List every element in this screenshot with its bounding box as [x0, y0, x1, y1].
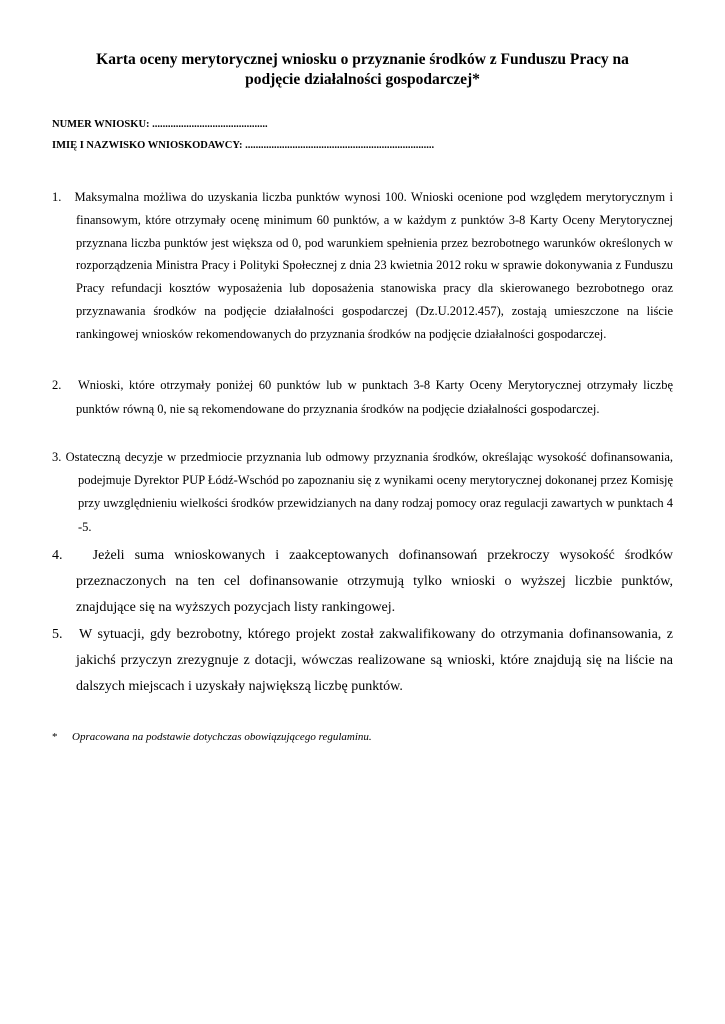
rule-number: 1.	[52, 190, 62, 204]
rule-text: Ostateczną decyzje w przedmiocie przyznania lub odmowy przyznania środków, określając wysokość dofinansowania, podejmuje Dyrektor PUP Łódź-Wschód po zapoznaniu się z wynikami oceny merytorycznej dokonanej przez Komisję przy uwzględnieniu wielkości środków przewidzianych na dany rodzaj pomocy oraz regulacji zawartych w punktach 4 -5.	[65, 450, 674, 534]
rule-number: 2.	[52, 378, 62, 392]
rule-text: W sytuacji, gdy bezrobotny, którego projekt został zakwalifikowany do otrzymania dofinansowania, z jakichś przyczyn zrezygnuje z dotacji, wówczas realizowane są wnioski, które znajdują się na liście na dalszych miejscach i uzyskały największą liczbę punktów.	[76, 627, 674, 694]
application-number-field: NUMER WNIOSKU: ............................................	[52, 119, 268, 130]
document-title	[40, 50, 685, 90]
footnote-marker: *	[52, 731, 58, 743]
rule-text: Wnioski, które otrzymały poniżej 60 punktów lub w punktach 3-8 Karty Oceny Merytorycznej otrzymały liczbę punktów równą 0, nie są rekomendowane do przyznania środków na podjęcie działalności gospodarczej.	[76, 378, 673, 416]
rule-number: 4.	[52, 548, 63, 563]
title-line-2: podjęcie działalności gospodarczej*	[245, 71, 480, 88]
rule-item-4	[52, 543, 673, 621]
rule-item-1	[52, 186, 673, 346]
rule-text: Jeżeli suma wnioskowanych i zaakceptowanych dofinansowań przekroczy wysokość środków przeznaczonych na ten cel dofinansowanie otrzymują tylko wnioski o wyższej liczbie punktów, znajdujące się na wyższych pozycjach listy rankingowej.	[76, 548, 674, 615]
rule-number: 3.	[52, 450, 62, 464]
applicant-name-field: IMIĘ I NAZWISKO WNIOSKODAWCY: ........................................................................	[52, 140, 435, 151]
title-line-1: Karta oceny merytorycznej wniosku o przyznanie środków z Funduszu Pracy na	[96, 51, 629, 68]
footnote	[52, 730, 372, 744]
rule-item-2	[52, 374, 673, 421]
rule-number: 5.	[52, 627, 63, 642]
footnote-text: Opracowana na podstawie dotychczas obowiązującego regulaminu.	[72, 731, 372, 743]
rule-text: Maksymalna możliwa do uzyskania liczba punktów wynosi 100. Wnioski ocenione pod względem merytorycznym i finansowym, które otrzymały ocenę minimum 60 punktów, a w każdym z punktów 3-8 Karty Oceny Merytorycznej przyznana liczba punktów jest większa od 0, pod warunkiem spełnienia przez bezrobotnego warunków określonych w rozporządzenia Ministra Pracy i Polityki Społecznej z dnia 23 kwietnia 2012 roku w sprawie dokonywania z Funduszu Pracy refundacji kosztów wyposażenia lub doposażenia stanowiska pracy dla skierowanego bezrobotnego oraz przyznawania środków na podjęcie działalności gospodarczej (Dz.U.2012.457), zostają umieszczone na liście rankingowej wniosków rekomendowanych do przyznania środków na podjęcie działalności gospodarczej.	[74, 190, 673, 341]
rule-item-5	[52, 622, 673, 700]
rule-item-3	[52, 446, 673, 539]
